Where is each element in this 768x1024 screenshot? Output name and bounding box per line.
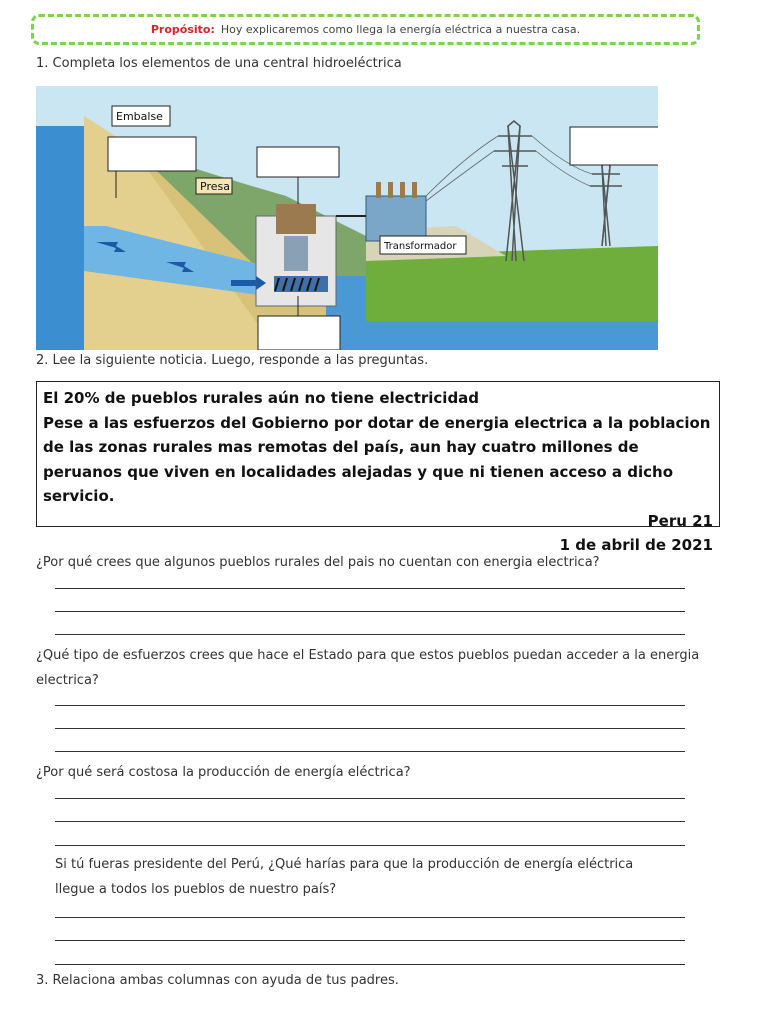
answer-line[interactable] xyxy=(55,821,685,822)
answer-line[interactable] xyxy=(55,917,685,918)
transformer xyxy=(366,196,426,241)
answer-line[interactable] xyxy=(55,728,685,729)
answer-line[interactable] xyxy=(55,751,685,752)
purpose-label: Propósito: xyxy=(150,23,215,36)
question-2: ¿Qué tipo de esfuerzos crees que hace el Estado para que estos pueblos puedan acceder a la energia electrica? xyxy=(36,648,700,688)
generator xyxy=(276,204,316,234)
news-title: El 20% de pueblos rurales aún no tiene electricidad xyxy=(43,389,480,407)
label-transformador xyxy=(380,236,466,254)
reservoir-water xyxy=(36,126,84,350)
label-presa-text: Presa xyxy=(200,180,230,193)
label-embalse-text: Embalse xyxy=(116,110,163,123)
answer-line[interactable] xyxy=(55,611,685,612)
answer-box-3[interactable] xyxy=(570,127,658,165)
question-4: Si tú fueras presidente del Perú, ¿Qué harías para que la producción de energía eléctrica llegue a todos los pueblos de nuestro país? xyxy=(55,857,634,897)
question-1: ¿Por qué crees que algunos pueblos rurales del pais no cuentan con energia electrica? xyxy=(36,555,600,570)
label-transformador-text: Transformador xyxy=(384,241,457,252)
hydroelectric-diagram xyxy=(36,86,658,350)
news-source: Peru 21 xyxy=(647,511,713,530)
answer-line[interactable] xyxy=(55,705,685,706)
label-embalse xyxy=(112,106,170,126)
answer-line[interactable] xyxy=(55,845,685,846)
purpose-text: Hoy explicaremos como llega la energía eléctrica a nuestra casa. xyxy=(220,23,581,36)
answer-box-4[interactable] xyxy=(258,316,340,350)
news-date: 1 de abril de 2021 xyxy=(559,536,713,554)
purpose-banner xyxy=(31,14,700,45)
answer-box-1[interactable] xyxy=(108,137,196,171)
turbine-shaft xyxy=(284,236,308,271)
answer-line[interactable] xyxy=(55,940,685,941)
answer-line[interactable] xyxy=(55,588,685,589)
answer-line[interactable] xyxy=(55,964,685,965)
question-3: ¿Por qué será costosa la producción de energía eléctrica? xyxy=(36,765,411,780)
section2-heading: 2. Lee la siguiente noticia. Luego, responde a las preguntas. xyxy=(36,353,429,368)
news-body: Pese a las esfuerzos del Gobierno por dotar de energia electrica a la poblacion de las zonas rurales mas remotas del país, aun hay cuatro millones de peruanos que viven en localidades alejadas y que ni tienen acceso a dicho servicio. xyxy=(43,413,711,505)
news-box xyxy=(36,381,720,554)
section1-heading: 1. Completa los elementos de una central hidroeléctrica xyxy=(36,56,402,71)
answer-line[interactable] xyxy=(55,798,685,799)
answer-line[interactable] xyxy=(55,634,685,635)
answer-box-2[interactable] xyxy=(257,147,339,177)
label-presa xyxy=(196,178,232,194)
section3-heading: 3. Relaciona ambas columnas con ayuda de tus padres. xyxy=(36,973,399,988)
